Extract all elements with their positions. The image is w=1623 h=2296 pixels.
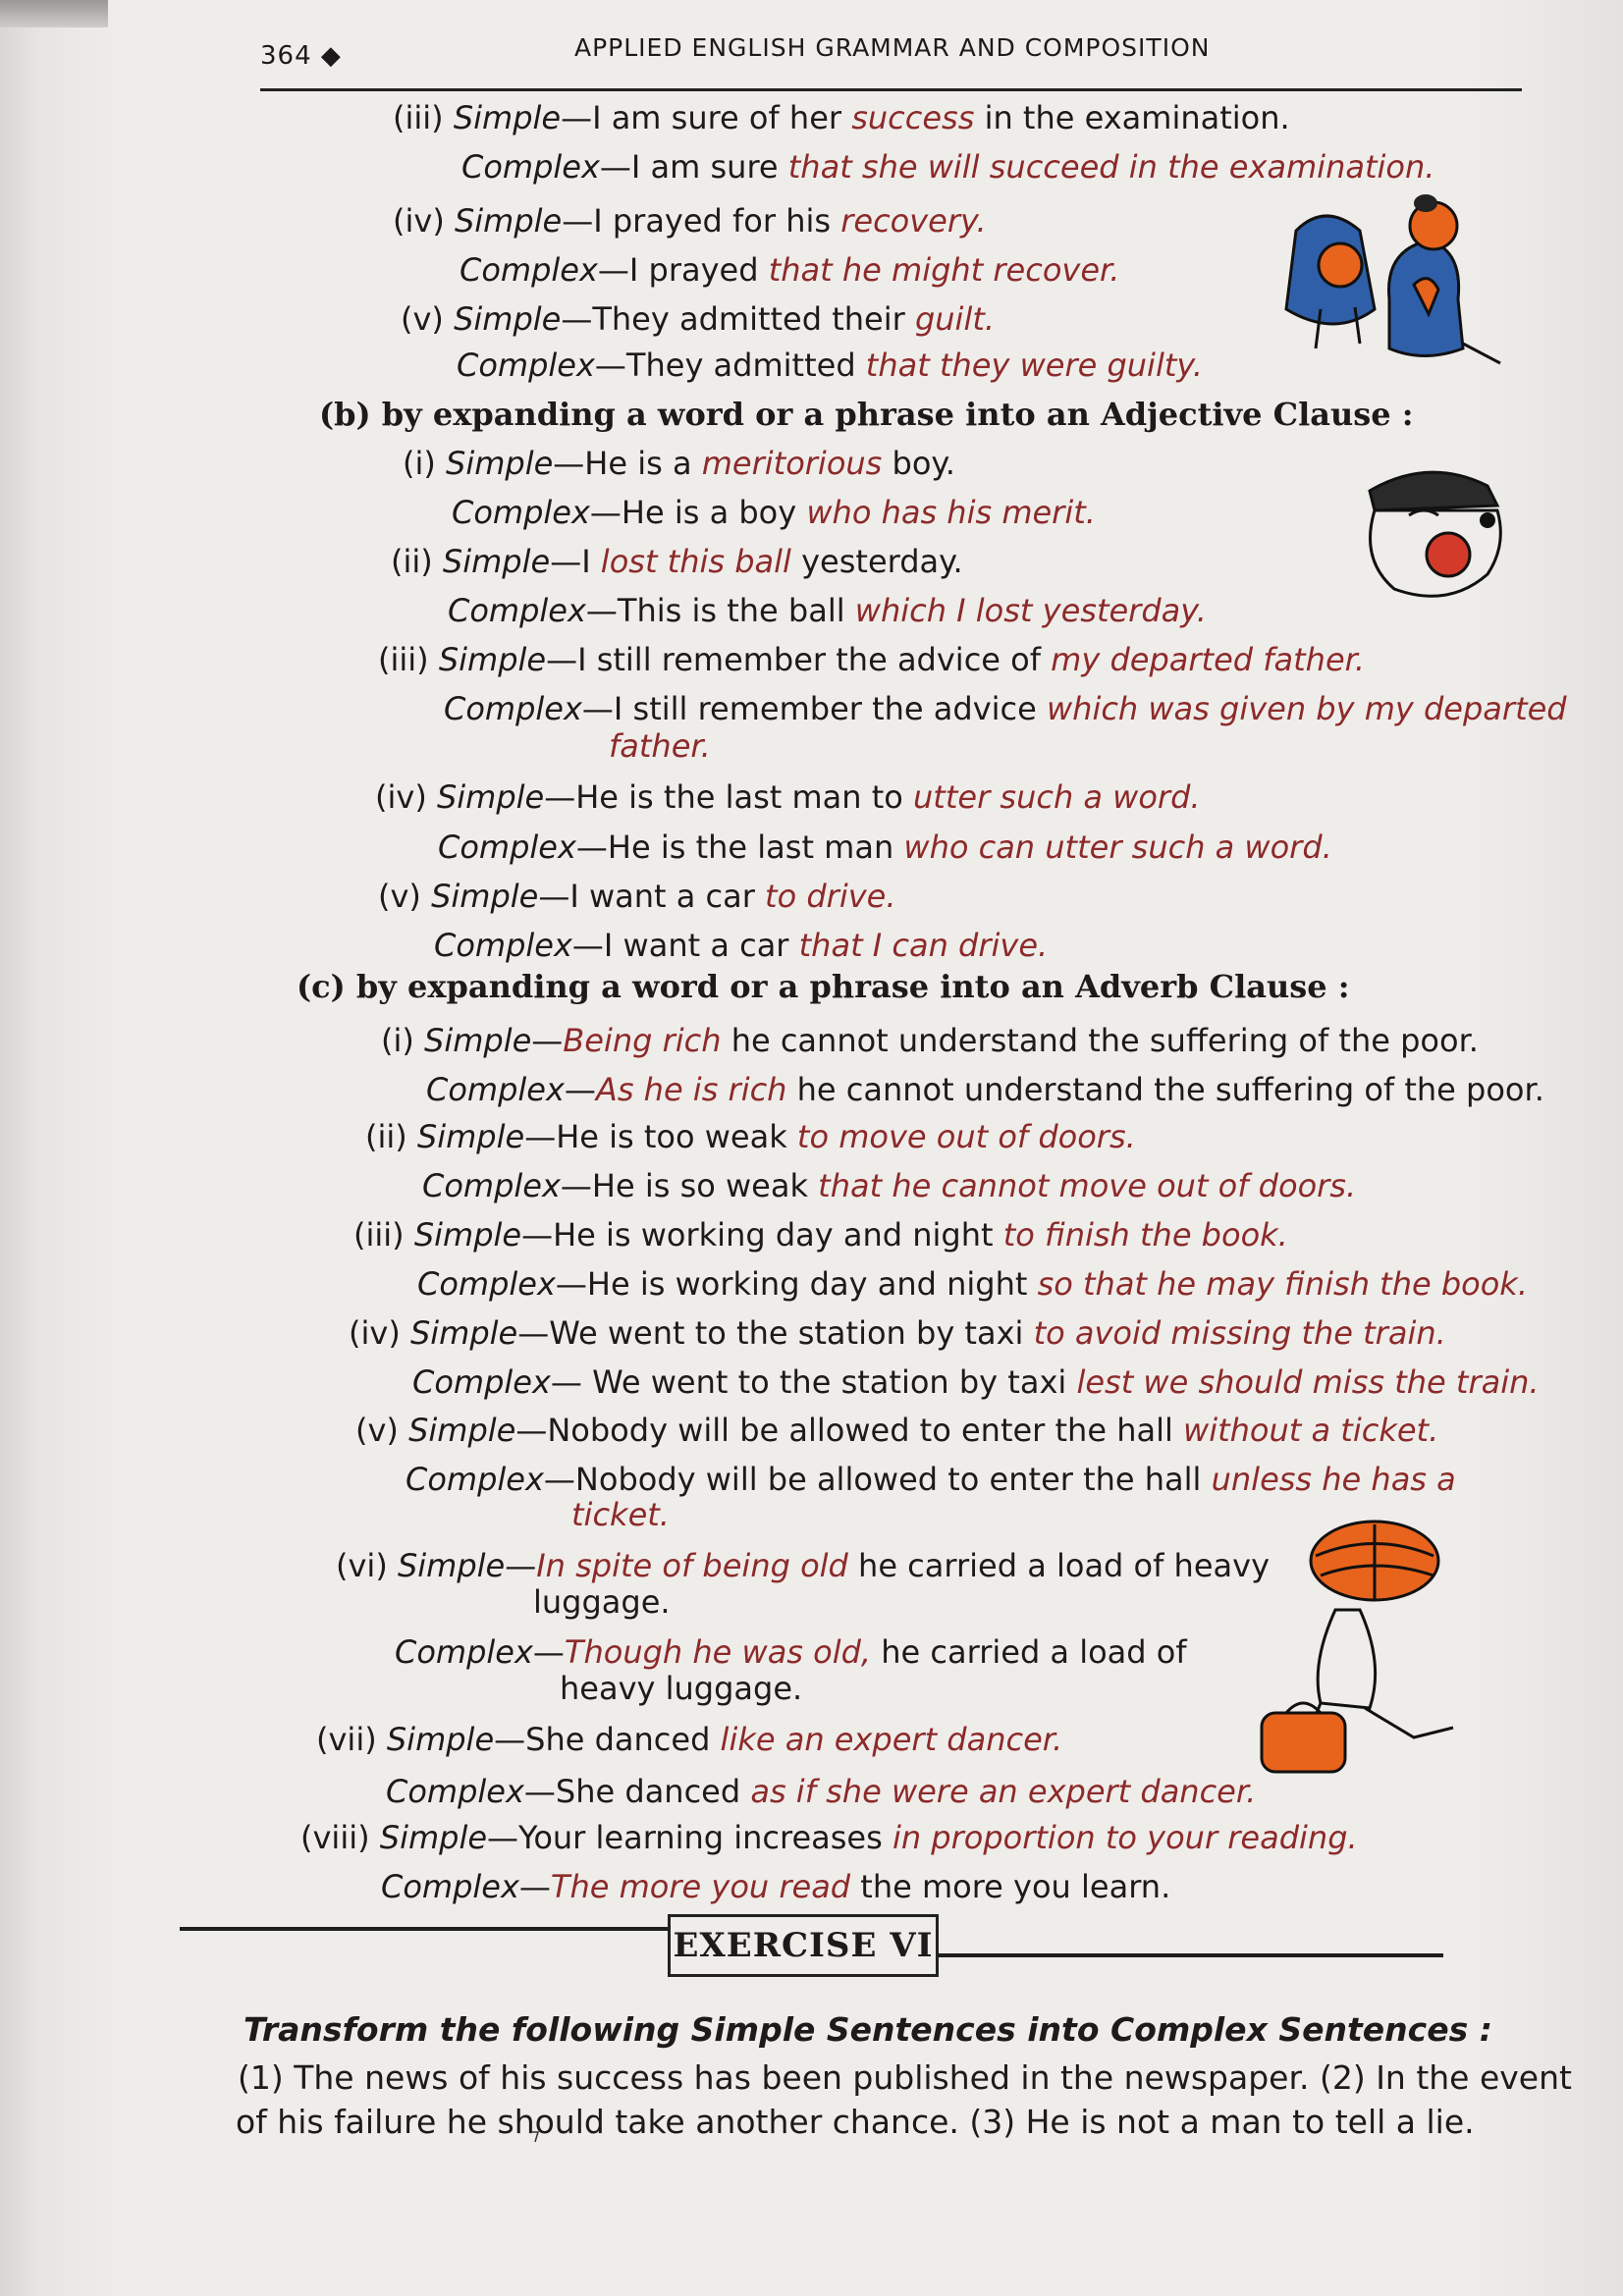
exercise-text-line-2: of his failure he should take another chance. (3) He is not a man to tell a lie.: [236, 2103, 1475, 2141]
example-b-iv-complex: Complex—He is the last man who can utter such a word.: [438, 828, 1332, 866]
example-b-iii-complex: Complex—I still remember the advice which was given by my departed: [444, 690, 1567, 727]
example-c-v-complex: Complex—Nobody will be allowed to enter the hall unless he has a: [406, 1461, 1456, 1498]
example-c-vi-simple-cont: luggage.: [533, 1583, 671, 1621]
example-b-iv-simple: (iv) Simple—He is the last man to utter such a word.: [375, 778, 1201, 816]
example-c-vii-complex: Complex—She danced as if she were an expert dancer.: [386, 1773, 1257, 1810]
cartoon-dog-face-illustration: [1350, 461, 1527, 609]
example-c-viii-complex: Complex—The more you read the more you learn.: [381, 1868, 1171, 1905]
cartoon-porter-carrying-luggage-illustration: [1242, 1517, 1468, 1782]
example-a-v-complex: Complex—They admitted that they were guilty.: [457, 347, 1203, 384]
example-b-iii-complex-cont: father.: [609, 727, 711, 765]
exercise-rule-left: [180, 1927, 668, 1931]
exercise-title: EXERCISE VI: [668, 1914, 939, 1977]
example-a-iv-simple: (iv) Simple—I prayed for his recovery.: [393, 202, 987, 240]
example-c-iii-simple: (iii) Simple—He is working day and night to finish the book.: [353, 1216, 1288, 1254]
exercise-rule-right: [933, 1953, 1443, 1957]
example-c-i-complex: Complex—As he is rich he cannot understand the suffering of the poor.: [426, 1071, 1544, 1108]
example-a-iii-complex: Complex—I am sure that she will succeed in the examination.: [461, 148, 1435, 186]
example-b-i-complex: Complex—He is a boy who has his merit.: [452, 494, 1096, 531]
example-b-ii-simple: (ii) Simple—I lost this ball yesterday.: [391, 543, 963, 580]
page-number: 364 ◆: [260, 41, 342, 71]
example-c-vi-complex-cont: heavy luggage.: [560, 1670, 803, 1707]
example-c-vii-simple: (vii) Simple—She danced like an expert dancer.: [316, 1721, 1063, 1758]
example-c-v-simple: (v) Simple—Nobody will be allowed to enter the hall without a ticket.: [355, 1412, 1439, 1449]
section-b-heading: (b) by expanding a word or a phrase into an Adjective Clause :: [319, 396, 1414, 433]
cartoon-praying-people-illustration: [1267, 191, 1502, 373]
example-c-iv-simple: (iv) Simple—We went to the station by taxi to avoid missing the train.: [349, 1314, 1446, 1352]
example-a-iii-simple: (iii) Simple—I am sure of her success in the examination.: [393, 99, 1290, 136]
example-c-iv-complex: Complex— We went to the station by taxi lest we should miss the train.: [412, 1363, 1540, 1401]
example-c-ii-complex: Complex—He is so weak that he cannot move out of doors.: [422, 1167, 1357, 1204]
example-b-iii-simple: (iii) Simple—I still remember the advice of my departed father.: [378, 641, 1366, 678]
exercise-instruction: Transform the following Simple Sentences into Complex Sentences :: [243, 2010, 1492, 2049]
example-b-v-complex: Complex—I want a car that I can drive.: [434, 927, 1049, 964]
running-head: APPLIED ENGLISH GRAMMAR AND COMPOSITION: [574, 33, 1211, 62]
example-c-iii-complex: Complex—He is working day and night so that he may finish the book.: [417, 1265, 1528, 1303]
example-c-vi-simple: (vi) Simple—In spite of being old he carried a load of heavy: [336, 1547, 1270, 1584]
example-b-i-simple: (i) Simple—He is a meritorious boy.: [403, 445, 955, 482]
example-b-v-simple: (v) Simple—I want a car to drive.: [378, 878, 896, 915]
example-c-viii-simple: (viii) Simple—Your learning increases in proportion to your reading.: [300, 1819, 1358, 1856]
pencil-mark: [530, 2130, 540, 2144]
example-c-ii-simple: (ii) Simple—He is too weak to move out of doors.: [365, 1118, 1136, 1155]
scan-edge: [0, 0, 108, 27]
example-b-ii-complex: Complex—This is the ball which I lost yesterday.: [448, 592, 1207, 629]
example-c-i-simple: (i) Simple—Being rich he cannot understand the suffering of the poor.: [381, 1022, 1479, 1059]
example-a-v-simple: (v) Simple—They admitted their guilt.: [401, 300, 996, 338]
example-c-vi-complex: Complex—Though he was old, he carried a load of: [395, 1633, 1187, 1671]
example-a-iv-complex: Complex—I prayed that he might recover.: [460, 251, 1120, 289]
exercise-text-line-1: (1) The news of his success has been published in the newspaper. (2) In the event: [238, 2058, 1572, 2097]
example-c-v-complex-cont: ticket.: [571, 1496, 670, 1533]
page-header: [260, 29, 1522, 91]
section-c-heading: (c) by expanding a word or a phrase into an Adverb Clause :: [297, 968, 1350, 1005]
